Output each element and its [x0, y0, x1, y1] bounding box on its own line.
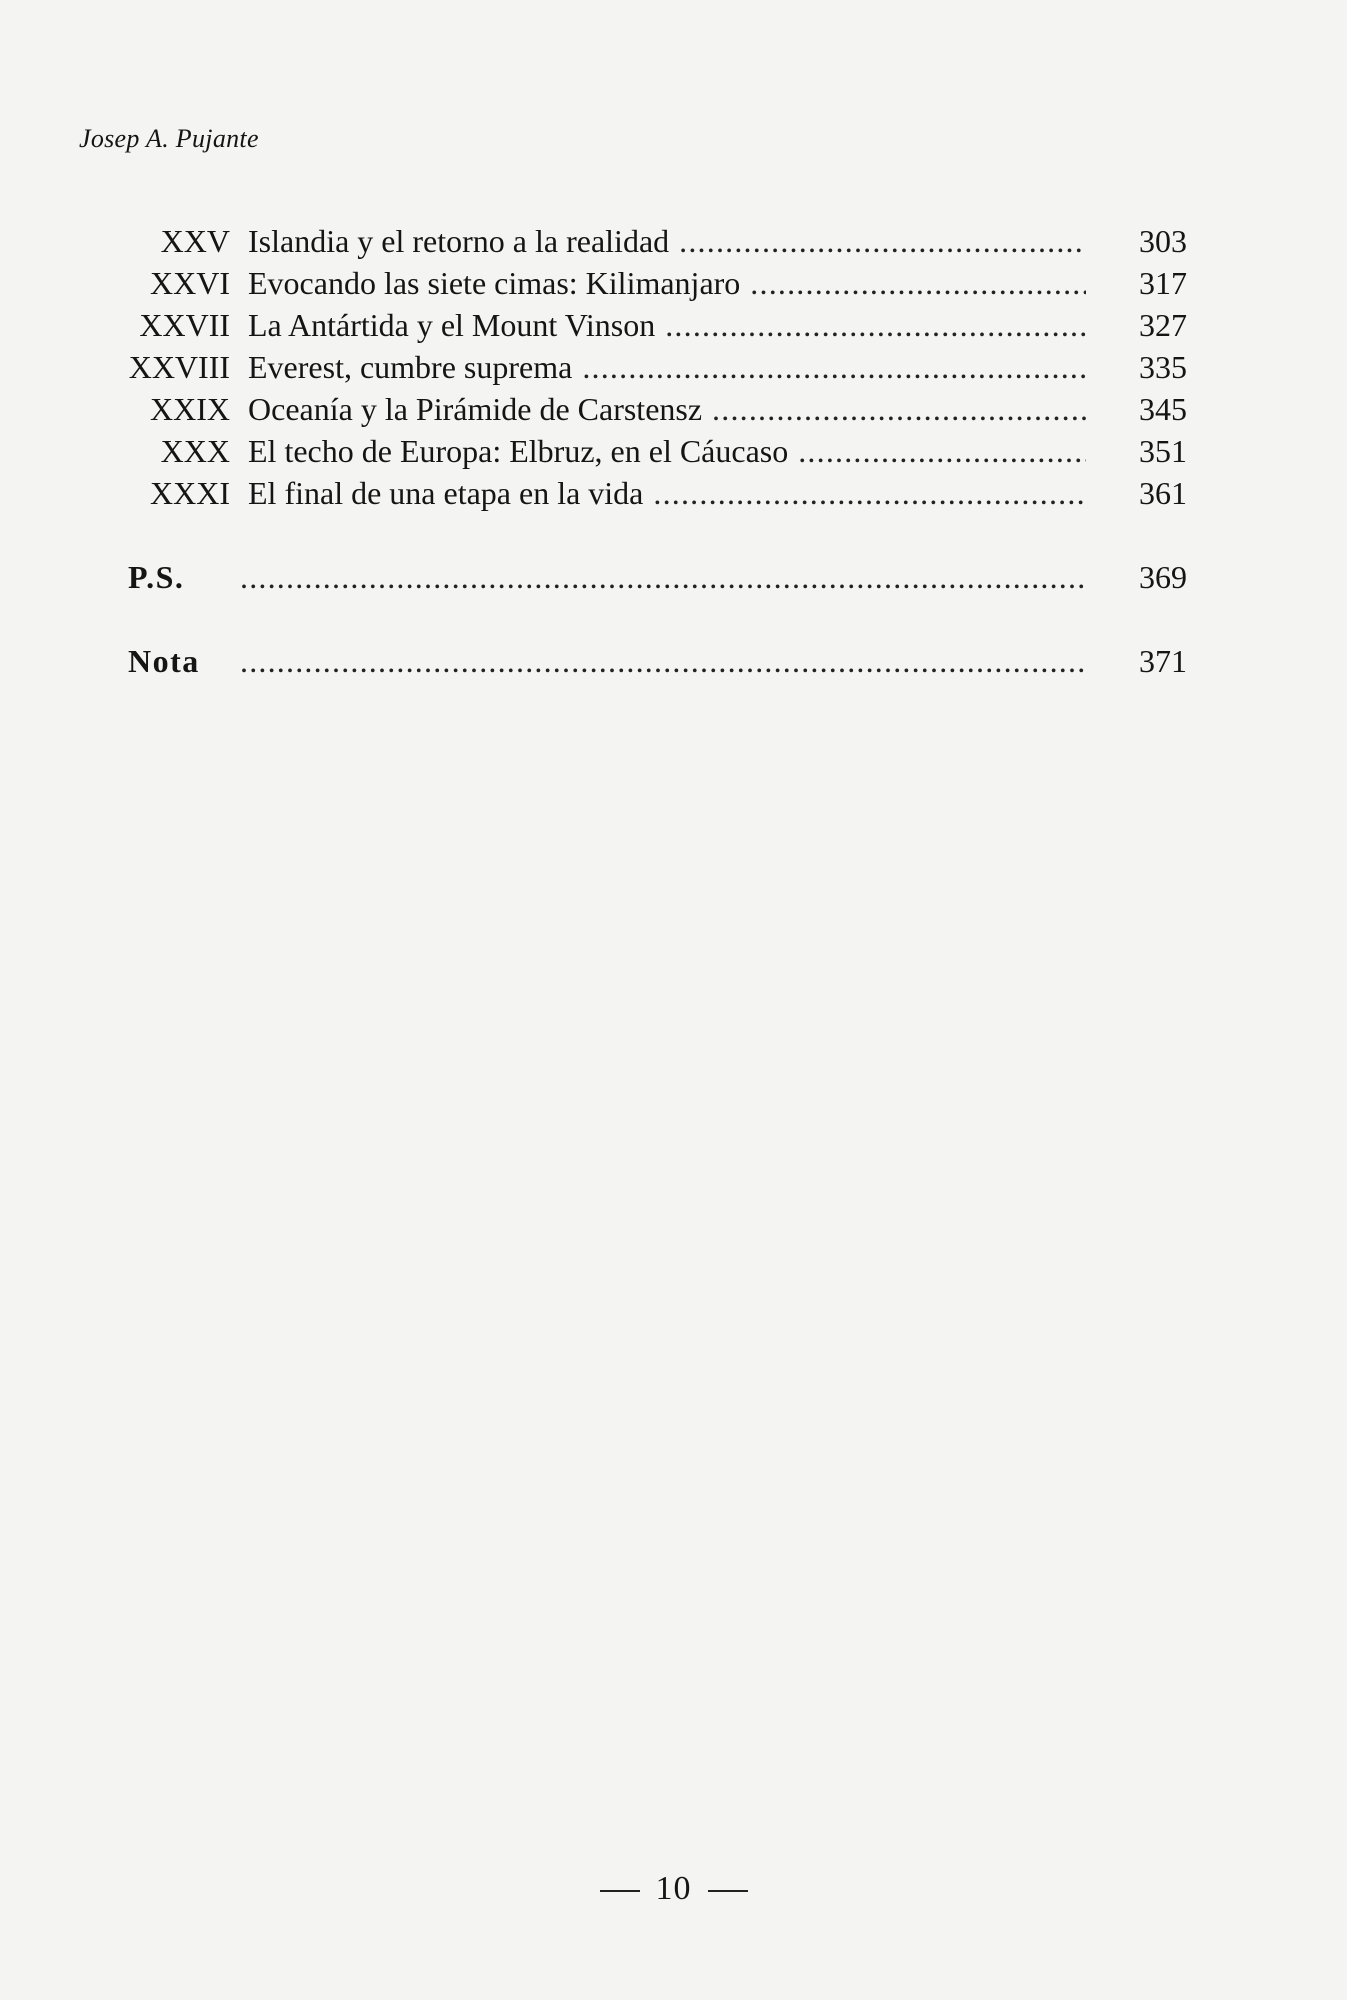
- toc-entry: [0, 304, 1347, 346]
- dot-leader: [240, 640, 1086, 682]
- toc-section-ps: [0, 556, 1347, 598]
- dot-leader: [665, 304, 1086, 346]
- toc-entry: [0, 472, 1347, 514]
- page-ref: 335: [1139, 349, 1187, 385]
- page-ref: 317: [1139, 265, 1187, 301]
- chapter-number: XXVII: [139, 307, 230, 343]
- dot-leader: [712, 388, 1086, 430]
- chapter-title: El techo de Europa: Elbruz, en el Cáucaso: [248, 433, 789, 469]
- toc-entry: [0, 220, 1347, 262]
- chapter-number: XXXI: [150, 475, 230, 511]
- page-ref: 351: [1139, 433, 1187, 469]
- chapter-number: XXVI: [150, 265, 230, 301]
- page-ref: 369: [1139, 559, 1187, 595]
- toc-entry: [0, 346, 1347, 388]
- page-folio: [0, 1870, 1347, 1908]
- page-ref: 327: [1139, 307, 1187, 343]
- dot-leader: [653, 472, 1086, 514]
- chapter-title: Evocando las siete cimas: Kilimanjaro: [248, 265, 741, 301]
- dot-leader: [679, 220, 1086, 262]
- toc-entry: [0, 262, 1347, 304]
- chapter-title: El final de una etapa en la vida: [248, 475, 644, 511]
- dot-leader: [750, 262, 1086, 304]
- folio-dash-left: [600, 1890, 640, 1892]
- page-number: 10: [655, 1870, 692, 1907]
- section-label: Nota: [128, 643, 200, 679]
- chapter-number: XXVIII: [128, 349, 230, 385]
- page-ref: 303: [1139, 223, 1187, 259]
- dot-leader: [582, 346, 1086, 388]
- chapter-title: Everest, cumbre suprema: [248, 349, 573, 385]
- dot-leader: [798, 430, 1086, 472]
- chapter-number: XXIX: [150, 391, 230, 427]
- chapter-number: XXX: [160, 433, 230, 469]
- chapter-title: La Antártida y el Mount Vinson: [248, 307, 656, 343]
- toc-entry: [0, 430, 1347, 472]
- page-ref: 345: [1139, 391, 1187, 427]
- dot-leader: [240, 556, 1086, 598]
- folio-dash-right: [708, 1890, 748, 1892]
- toc-section-nota: [0, 640, 1347, 682]
- chapter-number: XXV: [160, 223, 230, 259]
- running-head: Josep A. Pujante: [79, 124, 259, 153]
- section-label: P.S.: [128, 559, 185, 595]
- chapter-title: Islandia y el retorno a la realidad: [248, 223, 670, 259]
- page-ref: 371: [1139, 643, 1187, 679]
- chapter-title: Oceanía y la Pirámide de Carstensz: [248, 391, 703, 427]
- page-ref: 361: [1139, 475, 1187, 511]
- toc-entry: [0, 388, 1347, 430]
